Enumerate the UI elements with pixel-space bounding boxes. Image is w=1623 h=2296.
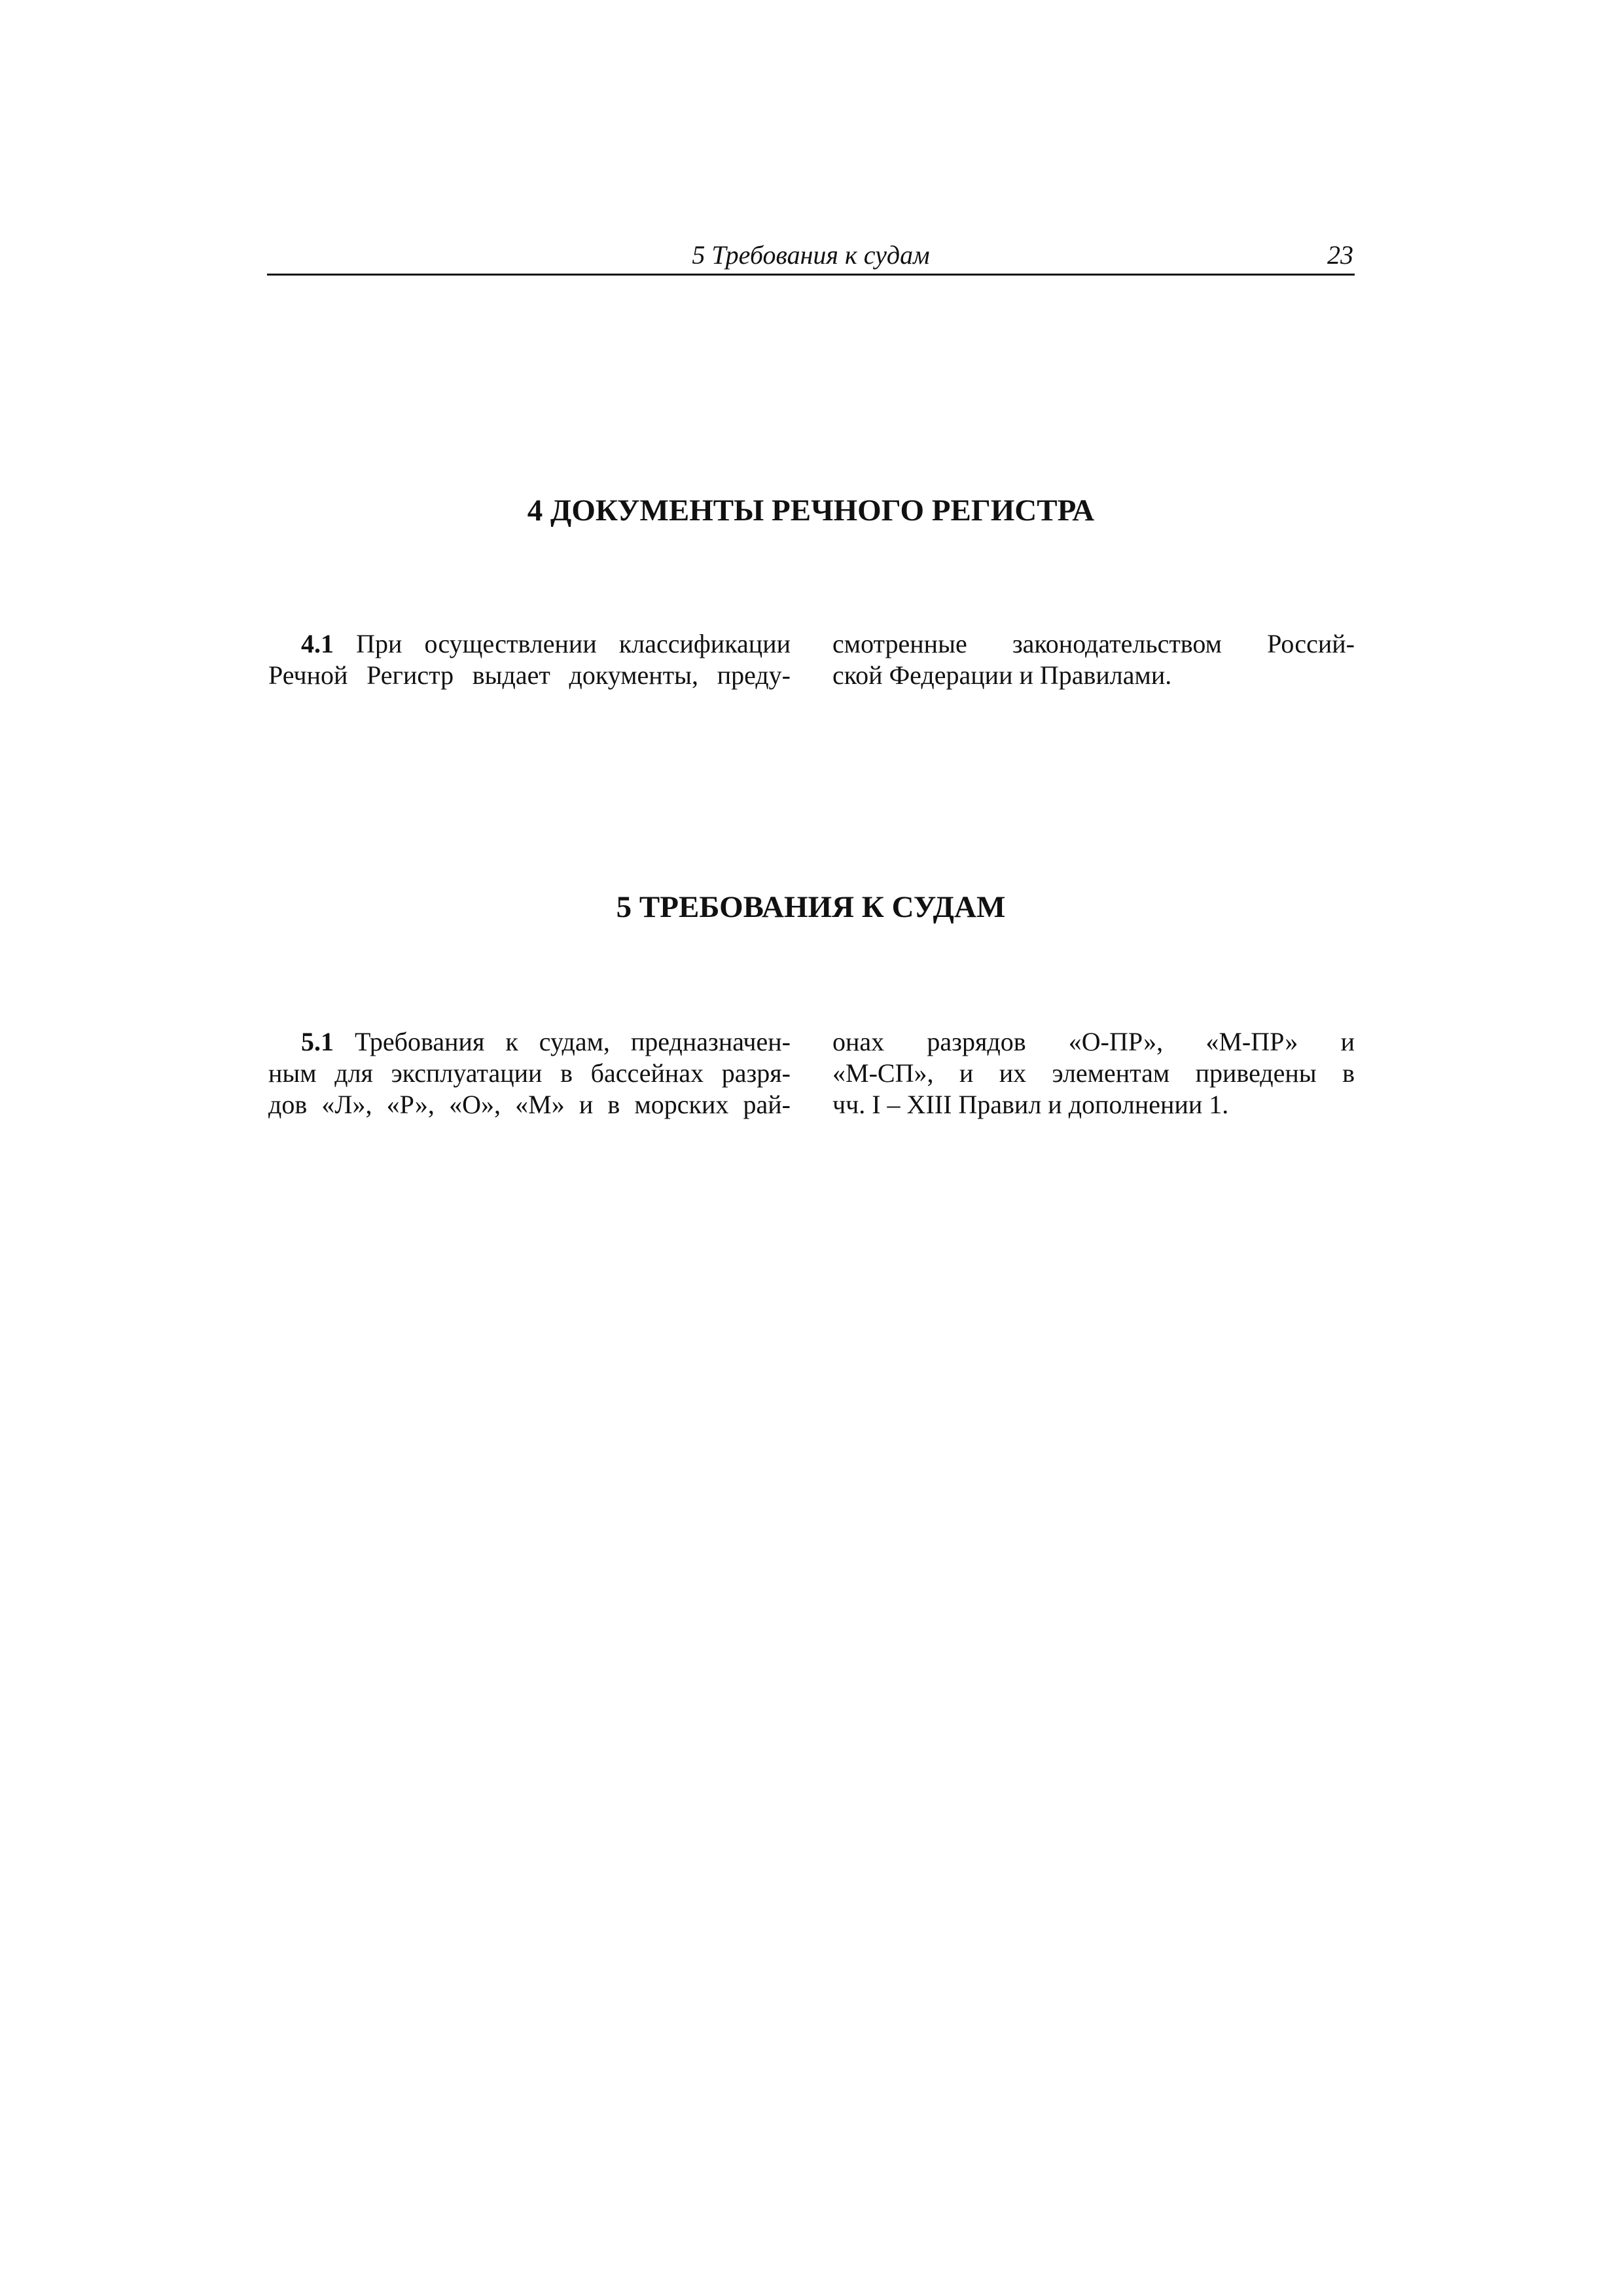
paragraph-line: ской Федерации и Правилами. [832, 660, 1172, 690]
paragraph-number-4-1: 4.1 [301, 629, 334, 658]
running-title: 5 Требования к судам [692, 240, 930, 270]
paragraph-line [268, 628, 791, 660]
paragraph-line: онах разрядов «О-ПР», «М-ПР» и [832, 1027, 1355, 1056]
paragraph-5-1-left-column [268, 1026, 791, 1121]
paragraph-text: Требования к судам, предназначен- [355, 1027, 791, 1056]
paragraph-line: чч. I – XIII Правил и дополнении 1. [832, 1090, 1229, 1119]
page-number: 23 [1327, 240, 1353, 270]
paragraph-line [268, 1026, 791, 1058]
paragraph-line: ным для эксплуатации в бассейнах разря- [268, 1058, 791, 1088]
paragraph-text: При осуществлении классификации [356, 629, 791, 658]
paragraph-number-5-1: 5.1 [301, 1027, 334, 1056]
paragraph-5-1-right-column [832, 1026, 1355, 1121]
paragraph-line: «М-СП», и их элементам приведены в [832, 1058, 1355, 1088]
paragraph-line: смотренные законодательством Россий- [832, 629, 1355, 658]
section-4-heading: 4 ДОКУМЕНТЫ РЕЧНОГО РЕГИСТРА [527, 493, 1095, 528]
section-5-heading: 5 ТРЕБОВАНИЯ К СУДАМ [616, 890, 1006, 924]
paragraph-4-1-right-column [832, 628, 1355, 691]
paragraph-4-1-left-column [268, 628, 791, 691]
paragraph-line: дов «Л», «Р», «О», «М» и в морских рай- [268, 1090, 791, 1119]
page-header [267, 237, 1355, 276]
paragraph-line: Речной Регистр выдает документы, преду- [268, 660, 791, 690]
